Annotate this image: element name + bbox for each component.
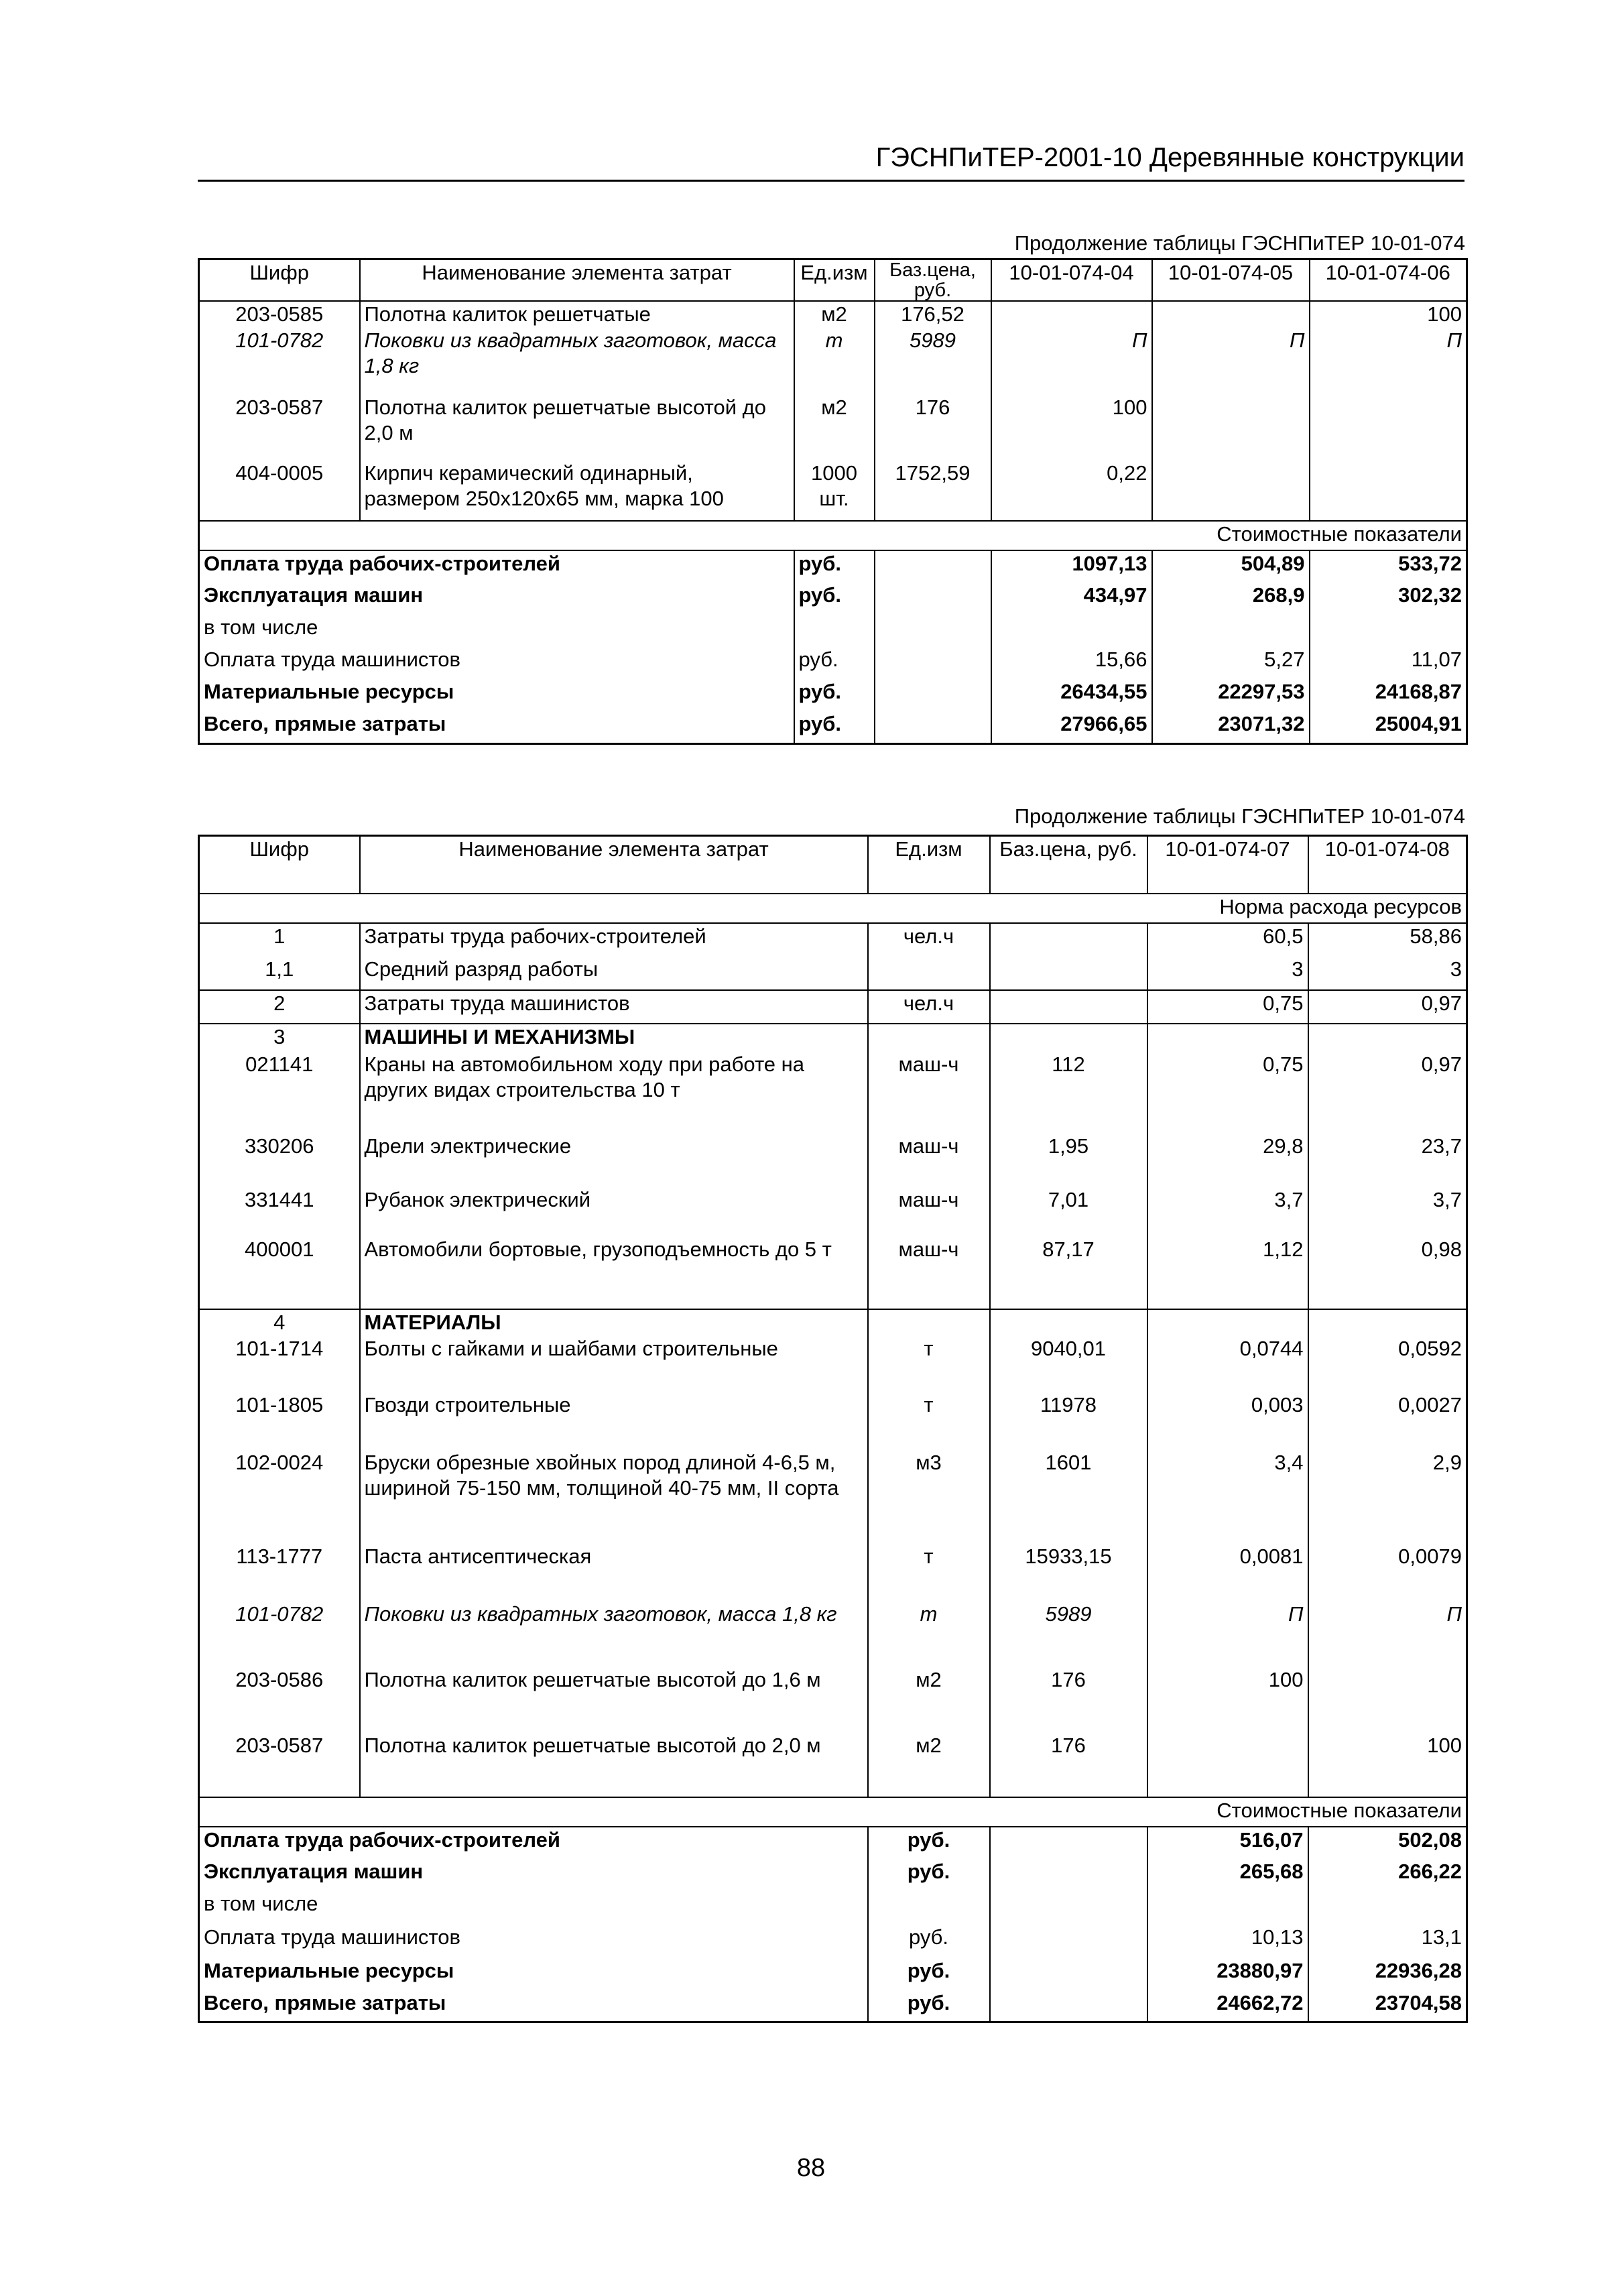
row-name: Рубанок электрический <box>360 1187 868 1237</box>
col-c1: 10-01-074-04 <box>991 259 1152 302</box>
summary-c2: 23704,58 <box>1308 1990 1467 2022</box>
table-row <box>199 923 1467 957</box>
row-unit: т <box>868 1544 990 1602</box>
table1-caption: Продолжение таблицы ГЭСНПиТЕР 10-01-074 <box>1014 231 1465 255</box>
row-name: Краны на автомобильном ходу при работе на других видах строительства 10 т <box>360 1052 868 1134</box>
summary-label: Эксплуатация машин <box>204 1859 424 1883</box>
row-price: 7,01 <box>990 1187 1147 1237</box>
row-code: 203-0587 <box>235 1733 324 1757</box>
row-name: Автомобили бортовые, грузоподъемность до 5 т <box>360 1237 868 1309</box>
row-c2 <box>1308 1309 1467 1336</box>
row-code: 113-1777 <box>236 1544 323 1568</box>
summary-label: Оплата труда рабочих-строителей <box>204 1827 560 1852</box>
summary-c2: 23071,32 <box>1152 711 1310 743</box>
row-unit <box>868 1024 990 1052</box>
row-name: Бруски обрезные хвойных пород длиной 4-6,5 м, шириной 75-150 мм, толщиной 40-75 мм, II сорта <box>360 1450 868 1544</box>
row-c1: 29,8 <box>1147 1134 1308 1187</box>
row-c1: 3,4 <box>1147 1450 1308 1544</box>
row-c1: 3,7 <box>1147 1187 1308 1237</box>
row-unit: м2 <box>868 1667 990 1733</box>
summary-unit: руб. <box>794 711 875 743</box>
row-code: 101-1805 <box>235 1392 324 1416</box>
summary-c2: 504,89 <box>1152 550 1310 583</box>
table2-caption: Продолжение таблицы ГЭСНПиТЕР 10-01-074 <box>1014 804 1465 828</box>
summary-price <box>990 1990 1147 2022</box>
row-c2 <box>1308 1024 1467 1052</box>
table-row <box>199 957 1467 990</box>
row-price: 176 <box>990 1733 1147 1797</box>
table1-header-row <box>199 259 1467 302</box>
row-unit: 1000 шт. <box>794 461 875 521</box>
row-price: 176 <box>875 395 991 461</box>
row-c1: 0,003 <box>1147 1392 1308 1450</box>
summary-c1 <box>1147 1891 1308 1925</box>
row-price <box>990 957 1147 990</box>
norm-label: Норма расхода ресурсов <box>1219 894 1462 918</box>
row-name: Полотна калиток решетчатые высотой до 2,0 м <box>360 1733 868 1797</box>
summary-label: Материальные ресурсы <box>204 680 454 703</box>
summary-row <box>199 615 1467 647</box>
row-code: 021141 <box>245 1052 314 1076</box>
row-c2 <box>1152 461 1310 521</box>
summary-c1: 516,07 <box>1147 1827 1308 1859</box>
section-title: МАШИНЫ И МЕХАНИЗМЫ <box>360 1024 868 1052</box>
row-name: Полотна калиток решетчатые <box>360 301 794 328</box>
table-row <box>199 1602 1467 1667</box>
row-code: 2 <box>273 991 286 1015</box>
row-code: 101-0782 <box>235 328 324 352</box>
row-name: Затраты труда машинистов <box>360 990 868 1024</box>
row-c1: 100 <box>1147 1667 1308 1733</box>
col-unit: Ед.изм <box>794 259 875 302</box>
row-c2: 0,98 <box>1308 1237 1467 1309</box>
summary-price <box>875 647 991 679</box>
summary-unit: руб. <box>794 550 875 583</box>
row-unit: м2 <box>868 1733 990 1797</box>
summary-row <box>199 583 1467 615</box>
row-c1 <box>991 301 1152 328</box>
col-unit: Ед.изм <box>868 836 990 894</box>
row-c2 <box>1152 301 1310 328</box>
row-c2: 2,9 <box>1308 1450 1467 1544</box>
summary-c2: 266,22 <box>1308 1859 1467 1891</box>
row-c2: 0,0027 <box>1308 1392 1467 1450</box>
summary-label: Материальные ресурсы <box>204 1958 454 1982</box>
summary-label: Эксплуатация машин <box>204 583 424 607</box>
row-c2: 3,7 <box>1308 1187 1467 1237</box>
summary-row <box>199 1990 1467 2022</box>
col-c3: 10-01-074-06 <box>1310 259 1467 302</box>
summary-price <box>875 550 991 583</box>
summary-price <box>875 679 991 711</box>
row-name: Болты с гайками и шайбами строительные <box>360 1336 868 1392</box>
col-price: Баз.цена, руб. <box>990 836 1147 894</box>
summary-row <box>199 1827 1467 1859</box>
summary-label: Оплата труда рабочих-строителей <box>204 552 560 575</box>
summary-c3 <box>1310 615 1467 647</box>
col-c1: 10-01-074-07 <box>1147 836 1308 894</box>
table-row <box>199 1336 1467 1392</box>
row-c1: П <box>991 328 1152 395</box>
cost-label-row <box>199 1797 1467 1827</box>
row-c1: 0,0744 <box>1147 1336 1308 1392</box>
row-c1: 3 <box>1147 957 1308 990</box>
col-code: Шифр <box>249 837 309 861</box>
row-unit: чел.ч <box>868 990 990 1024</box>
table1 <box>198 258 1468 745</box>
row-price: 1601 <box>990 1450 1147 1544</box>
summary-row <box>199 1925 1467 1958</box>
row-name: Паста антисептическая <box>360 1544 868 1602</box>
row-price <box>990 1309 1147 1336</box>
summary-unit: руб. <box>868 1958 990 1990</box>
row-c2 <box>1152 395 1310 461</box>
row-c1: 60,5 <box>1147 923 1308 957</box>
summary-row <box>199 679 1467 711</box>
row-name: Кирпич керамический одинарный, размером 250х120х65 мм, марка 100 <box>360 461 794 521</box>
row-price: 5989 <box>875 328 991 395</box>
row-unit: маш-ч <box>868 1134 990 1187</box>
row-unit: маш-ч <box>868 1237 990 1309</box>
row-code: 400001 <box>245 1237 314 1261</box>
summary-price <box>875 615 991 647</box>
row-name: Полотна калиток решетчатые высотой до 1,6 м <box>360 1667 868 1733</box>
table2 <box>198 835 1468 2023</box>
table-row <box>199 1237 1467 1309</box>
summary-unit: руб. <box>868 1990 990 2022</box>
row-c1: 0,75 <box>1147 1052 1308 1134</box>
row-c3: П <box>1310 328 1467 395</box>
row-price: 1,95 <box>990 1134 1147 1187</box>
cost-label: Стоимостные показатели <box>1216 1798 1462 1822</box>
row-c1: 1,12 <box>1147 1237 1308 1309</box>
summary-row <box>199 647 1467 679</box>
table-row <box>199 1187 1467 1237</box>
summary-price <box>990 1958 1147 1990</box>
row-price: 5989 <box>990 1602 1147 1667</box>
row-code: 3 <box>273 1024 286 1048</box>
row-code: 1,1 <box>265 957 294 981</box>
summary-label: Оплата труда машинистов <box>204 1925 460 1949</box>
table-row <box>199 301 1467 328</box>
row-unit <box>868 957 990 990</box>
col-price: Баз.цена, руб. <box>875 259 991 302</box>
page-header: ГЭСНПиТЕР-2001-10 Деревянные конструкции <box>875 143 1464 172</box>
summary-label: в том числе <box>204 1891 318 1915</box>
summary-price <box>990 1827 1147 1859</box>
row-price <box>990 923 1147 957</box>
row-code: 331441 <box>245 1187 314 1211</box>
summary-price <box>990 1925 1147 1958</box>
summary-unit: руб. <box>794 583 875 615</box>
summary-price <box>875 711 991 743</box>
col-name: Наименование элемента затрат <box>360 836 868 894</box>
row-unit: т <box>794 328 875 395</box>
row-c1: П <box>1147 1602 1308 1667</box>
table-row <box>199 328 1467 395</box>
section-row <box>199 1309 1467 1336</box>
row-c2: 0,0592 <box>1308 1336 1467 1392</box>
row-unit: м2 <box>794 395 875 461</box>
table-row <box>199 990 1467 1024</box>
row-code: 404-0005 <box>235 461 324 485</box>
row-code: 330206 <box>245 1134 314 1158</box>
row-c2: 0,0079 <box>1308 1544 1467 1602</box>
row-code: 1 <box>273 924 286 948</box>
table-row <box>199 1544 1467 1602</box>
col-code: Шифр <box>249 261 309 284</box>
row-name: Затраты труда рабочих-строителей <box>360 923 868 957</box>
table-row <box>199 1733 1467 1797</box>
row-unit: т <box>868 1336 990 1392</box>
row-price <box>990 1024 1147 1052</box>
norm-label-row <box>199 894 1467 923</box>
row-c1 <box>1147 1733 1308 1797</box>
summary-c1: 10,13 <box>1147 1925 1308 1958</box>
row-code: 203-0587 <box>235 396 324 419</box>
summary-c2: 22936,28 <box>1308 1958 1467 1990</box>
row-unit: т <box>868 1602 990 1667</box>
summary-label: Всего, прямые затраты <box>204 712 446 735</box>
row-c2 <box>1308 1667 1467 1733</box>
row-code: 203-0586 <box>235 1667 324 1691</box>
row-price: 176,52 <box>875 301 991 328</box>
summary-unit: руб. <box>868 1925 990 1958</box>
row-code: 102-0024 <box>235 1450 324 1474</box>
summary-c2: 268,9 <box>1152 583 1310 615</box>
row-unit: чел.ч <box>868 923 990 957</box>
summary-c3: 11,07 <box>1310 647 1467 679</box>
summary-label: Оплата труда машинистов <box>204 648 460 671</box>
summary-row <box>199 1859 1467 1891</box>
row-price: 15933,15 <box>990 1544 1147 1602</box>
row-price: 176 <box>990 1667 1147 1733</box>
row-c2: П <box>1308 1602 1467 1667</box>
table-row <box>199 1134 1467 1187</box>
summary-c1: 27966,65 <box>991 711 1152 743</box>
row-code: 4 <box>273 1310 286 1334</box>
summary-unit <box>794 615 875 647</box>
summary-price <box>990 1891 1147 1925</box>
row-c1 <box>1147 1024 1308 1052</box>
row-code: 203-0585 <box>235 302 324 326</box>
row-c3 <box>1310 395 1467 461</box>
row-c2: 3 <box>1308 957 1467 990</box>
row-unit: м3 <box>868 1450 990 1544</box>
col-c2: 10-01-074-08 <box>1308 836 1467 894</box>
row-unit: м2 <box>794 301 875 328</box>
summary-c2 <box>1152 615 1310 647</box>
row-unit: маш-ч <box>868 1187 990 1237</box>
summary-c1: 23880,97 <box>1147 1958 1308 1990</box>
summary-c2: 502,08 <box>1308 1827 1467 1859</box>
summary-row <box>199 711 1467 743</box>
table-row <box>199 1450 1467 1544</box>
col-name: Наименование элемента затрат <box>360 259 794 302</box>
summary-c2: 5,27 <box>1152 647 1310 679</box>
table-row <box>199 395 1467 461</box>
row-c1: 100 <box>991 395 1152 461</box>
summary-row <box>199 550 1467 583</box>
cost-label: Стоимостные показатели <box>1216 522 1462 546</box>
row-price: 112 <box>990 1052 1147 1134</box>
row-price: 87,17 <box>990 1237 1147 1309</box>
section-row <box>199 1024 1467 1052</box>
table-row <box>199 1052 1467 1134</box>
row-c1: 0,75 <box>1147 990 1308 1024</box>
section-title: МАТЕРИАЛЫ <box>360 1309 868 1336</box>
summary-c1: 434,97 <box>991 583 1152 615</box>
summary-unit: руб. <box>868 1827 990 1859</box>
summary-c3: 302,32 <box>1310 583 1467 615</box>
row-c2: 0,97 <box>1308 1052 1467 1134</box>
row-c1: 0,0081 <box>1147 1544 1308 1602</box>
summary-c1 <box>991 615 1152 647</box>
row-name: Поковки из квадратных заготовок, масса 1,8 кг <box>360 1602 868 1667</box>
cost-label-row <box>199 521 1467 550</box>
summary-c2: 13,1 <box>1308 1925 1467 1958</box>
table-row <box>199 461 1467 521</box>
table-row <box>199 1392 1467 1450</box>
summary-c3: 24168,87 <box>1310 679 1467 711</box>
row-c3 <box>1310 461 1467 521</box>
row-code: 101-0782 <box>235 1602 324 1626</box>
summary-c2 <box>1308 1891 1467 1925</box>
row-code: 101-1714 <box>235 1336 324 1360</box>
summary-c1: 1097,13 <box>991 550 1152 583</box>
summary-c1: 265,68 <box>1147 1859 1308 1891</box>
row-c1 <box>1147 1309 1308 1336</box>
summary-c3: 533,72 <box>1310 550 1467 583</box>
row-price <box>990 990 1147 1024</box>
row-name: Гвозди строительные <box>360 1392 868 1450</box>
row-name: Дрели электрические <box>360 1134 868 1187</box>
table-row <box>199 1667 1467 1733</box>
row-unit: маш-ч <box>868 1052 990 1134</box>
summary-label: Всего, прямые затраты <box>204 1990 446 2014</box>
col-c2: 10-01-074-05 <box>1152 259 1310 302</box>
row-name: Полотна калиток решетчатые высотой до 2,0 м <box>360 395 794 461</box>
summary-unit: руб. <box>794 647 875 679</box>
summary-unit: руб. <box>794 679 875 711</box>
summary-unit <box>868 1891 990 1925</box>
row-price: 1752,59 <box>875 461 991 521</box>
header-rule <box>198 180 1464 182</box>
summary-price <box>990 1859 1147 1891</box>
row-c2: 100 <box>1308 1733 1467 1797</box>
row-c1: 0,22 <box>991 461 1152 521</box>
row-unit <box>868 1309 990 1336</box>
page-number: 88 <box>796 2154 826 2182</box>
row-name: Средний разряд работы <box>360 957 868 990</box>
row-c2: 58,86 <box>1308 923 1467 957</box>
row-c2: 0,97 <box>1308 990 1467 1024</box>
summary-row <box>199 1958 1467 1990</box>
summary-c3: 25004,91 <box>1310 711 1467 743</box>
summary-unit: руб. <box>868 1859 990 1891</box>
summary-c1: 24662,72 <box>1147 1990 1308 2022</box>
summary-c2: 22297,53 <box>1152 679 1310 711</box>
row-price: 11978 <box>990 1392 1147 1450</box>
row-unit: т <box>868 1392 990 1450</box>
summary-c1: 15,66 <box>991 647 1152 679</box>
table2-header-row <box>199 836 1467 894</box>
summary-label: в том числе <box>204 615 318 639</box>
row-c3: 100 <box>1310 301 1467 328</box>
summary-price <box>875 583 991 615</box>
row-c2: 23,7 <box>1308 1134 1467 1187</box>
row-c2: П <box>1152 328 1310 395</box>
summary-row <box>199 1891 1467 1925</box>
row-name: Поковки из квадратных заготовок, масса 1,8 кг <box>360 328 794 395</box>
summary-c1: 26434,55 <box>991 679 1152 711</box>
row-price: 9040,01 <box>990 1336 1147 1392</box>
